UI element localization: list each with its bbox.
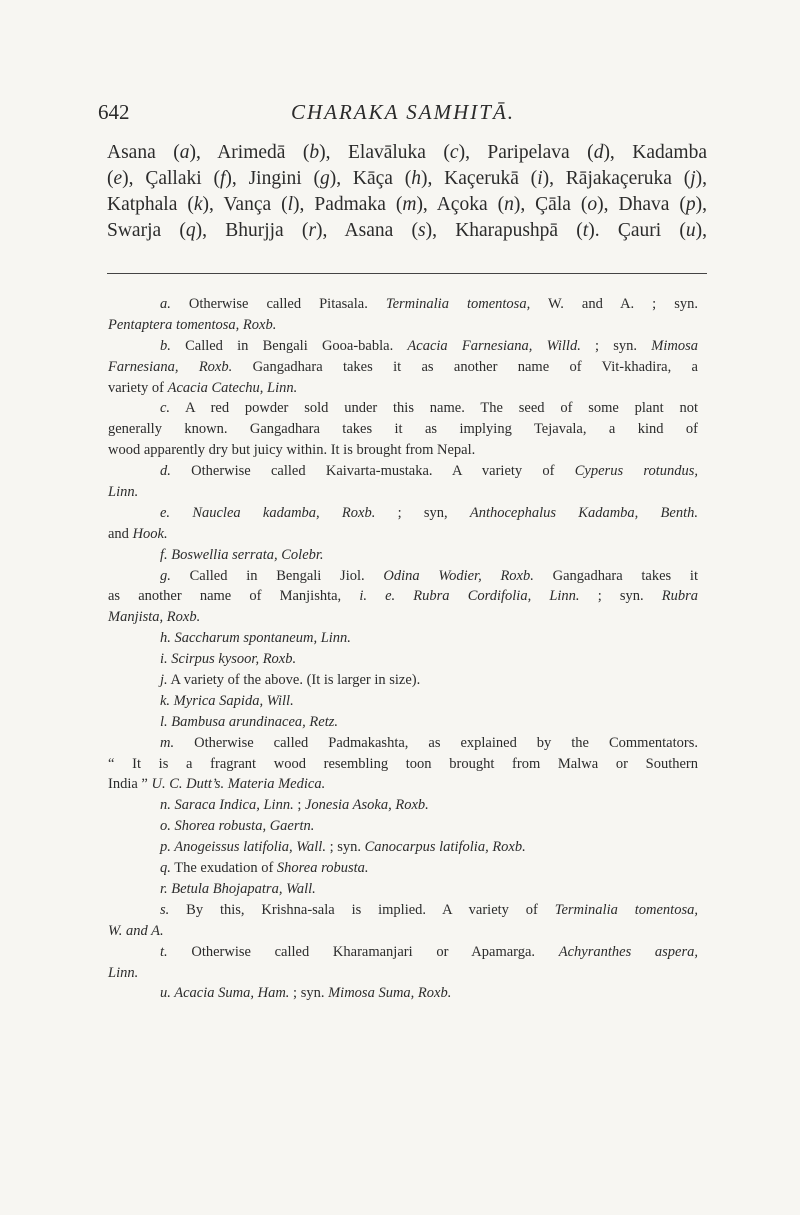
footnote-entry [108, 712, 698, 733]
italic-text: Linn. [108, 484, 139, 501]
text-segment: generally known. Gangadhara takes it as implying Tejavala, a kind of [108, 421, 698, 438]
text-segment: ), Padmaka ( [293, 194, 403, 215]
footnote-continuation-line [108, 607, 698, 628]
italic-text: q. [160, 860, 171, 877]
footnote-entry [108, 503, 698, 524]
italic-text: j [690, 168, 696, 189]
text-segment: ), Kharapushpā ( [425, 220, 583, 241]
text-segment: ( [107, 168, 114, 189]
italic-text: Nauclea kadamba, Roxb. [192, 504, 376, 521]
text-segment: Gangadhara takes it as another name of Vit-khadira, a [232, 358, 698, 375]
italic-text: r. Betula Bhojapatra, Wall. [160, 880, 316, 897]
italic-text: i. Scirpus kysoor, Roxb. [160, 651, 297, 668]
footnote-entry [108, 816, 698, 837]
italic-text: d [593, 142, 604, 163]
italic-text: h. Saccharum spontaneum, Linn. [160, 630, 351, 647]
italic-text: i. e. Rubra Cordifolia, Linn. [359, 588, 580, 605]
text-segment: ), Arimedā ( [189, 142, 310, 163]
italic-text: m. [160, 734, 175, 751]
italic-text: Manjista, Roxb. [108, 609, 201, 626]
italic-text: r [308, 220, 317, 241]
italic-text: Canocarpus latifolia, Roxb. [364, 839, 526, 856]
italic-text: d. [160, 463, 171, 480]
italic-text: t. [160, 943, 168, 960]
italic-text: o [587, 194, 598, 215]
text-segment: ), Çāla ( [513, 194, 588, 215]
italic-text: p [685, 194, 696, 215]
italic-text: a [179, 142, 190, 163]
italic-text: Rubra [661, 588, 699, 605]
text-segment: ; syn. [289, 985, 329, 1002]
page-number: 642 [98, 100, 130, 124]
footnote-separator-rule [107, 273, 707, 274]
italic-text: a. [160, 296, 171, 312]
footnote-entry [108, 942, 698, 963]
text-segment: The exudation of [170, 860, 277, 877]
footnote-continuation-line [108, 378, 698, 399]
italic-text: Shorea robusta. [276, 860, 369, 877]
italic-text: l. Bambusa arundinacea, Retz. [160, 713, 339, 730]
text-segment: ; [293, 797, 305, 814]
italic-text: Linn. [108, 964, 139, 981]
footnote-entry [108, 294, 698, 315]
main-text-block [107, 140, 707, 244]
footnote-entry [108, 983, 698, 1004]
footnotes-block [108, 294, 698, 1004]
italic-text: p. Anogeissus latifolia, Wall. [160, 839, 326, 856]
text-segment: A red powder sold under this name. The seed of some plant not [170, 400, 698, 417]
italic-text: f. Boswellia serrata, Colebr. [160, 546, 324, 563]
footnote-continuation-line [108, 315, 698, 336]
text-segment: ), Kāça ( [329, 168, 412, 189]
text-segment: ), [695, 220, 707, 241]
footnote-entry [108, 900, 698, 921]
italic-text: j. [160, 672, 168, 689]
footnote-continuation-line [108, 754, 698, 775]
italic-text: Acacia Catechu, Linn. [167, 379, 298, 396]
text-segment: Otherwise called Pitasala. [170, 296, 386, 312]
running-title: CHARAKA SAMHITĀ. [290, 100, 516, 124]
text-segment: as another name of Manjishta, [108, 588, 360, 605]
text-segment: ), [695, 168, 707, 189]
text-segment: variety of [108, 379, 168, 396]
main-text-line [107, 166, 707, 192]
footnote-continuation-line [108, 482, 698, 503]
italic-text: s [418, 220, 426, 241]
text-segment: ), Bhurjja ( [195, 220, 309, 241]
text-segment: ), Dhava ( [597, 194, 686, 215]
footnote-entry [108, 691, 698, 712]
footnote-entry [108, 461, 698, 482]
italic-text: n [504, 194, 514, 215]
italic-text: Terminalia tomentosa, [385, 296, 531, 312]
text-segment: ), Rājakaçeruka ( [542, 168, 691, 189]
footnote-continuation-line [108, 586, 698, 607]
text-segment: ), Çallaki ( [122, 168, 220, 189]
main-text-line [107, 192, 707, 218]
text-segment: ), [695, 194, 707, 215]
text-segment: ), Elavāluka ( [319, 142, 450, 163]
text-segment: ; syn. [580, 337, 652, 354]
italic-text: e. [160, 504, 171, 521]
italic-text: c [449, 142, 459, 163]
text-segment: Katphala ( [107, 194, 194, 215]
text-segment: A variety of the above. (It is larger in size). [167, 672, 421, 689]
text-segment: ), Paripelava ( [458, 142, 594, 163]
text-segment: Asana ( [107, 142, 180, 163]
text-segment: “ It is a fragrant wood resembling toon brought from Malwa or Southern [108, 755, 698, 772]
main-text-line [107, 140, 707, 166]
italic-text: W. and A. [108, 922, 164, 939]
text-segment: Otherwise called Kaivarta-mustaka. A variety of [170, 463, 575, 480]
footnote-entry [108, 628, 698, 649]
text-segment: ), Açoka ( [416, 194, 505, 215]
text-segment: ). Çauri ( [588, 220, 686, 241]
italic-text: t [582, 220, 589, 241]
footnote-entry [108, 566, 698, 587]
italic-text: Terminalia tomentosa, [554, 901, 698, 918]
footnote-continuation-line [108, 963, 698, 984]
italic-text: Odina Wodier, Roxb. [383, 567, 534, 584]
italic-text: u. Acacia Suma, Ham. [160, 985, 290, 1002]
footnote-entry [108, 336, 698, 357]
italic-text: i [537, 168, 543, 189]
footnote-continuation-line [108, 921, 698, 942]
italic-text: Jonesia Asoka, Roxb. [305, 797, 429, 814]
footnote-continuation-line [108, 440, 698, 461]
text-segment: Gangadhara takes it [533, 567, 698, 584]
italic-text: l [287, 194, 294, 215]
italic-text: k [193, 194, 203, 215]
footnote-entry [108, 858, 698, 879]
footnote-entry [108, 879, 698, 900]
text-segment: ; syn. [325, 839, 365, 856]
text-segment: ; syn. [579, 588, 662, 605]
italic-text: n. Saraca Indica, Linn. [160, 797, 294, 814]
italic-text: Achyranthes aspera, [558, 943, 698, 960]
text-segment: wood apparently dry but juicy within. It is brought from Nepal. [108, 442, 476, 459]
italic-text: Anthocephalus Kadamba, Benth. [469, 504, 698, 521]
footnote-continuation-line [108, 357, 698, 378]
footnote-entry [108, 670, 698, 691]
text-segment: Called in Bengali Gooa-babla. [170, 337, 408, 354]
text-segment: ), Jingini ( [225, 168, 320, 189]
italic-text: b [309, 142, 320, 163]
footnote-entry [108, 398, 698, 419]
italic-text: Hook. [132, 525, 168, 542]
text-segment: Swarja ( [107, 220, 186, 241]
text-segment: ; syn, [375, 504, 470, 521]
italic-text: Cyperus rotundus, [574, 463, 698, 480]
footnote-entry [108, 545, 698, 566]
text-segment: ), Asana ( [316, 220, 418, 241]
footnote-entry [108, 733, 698, 754]
footnote-entry [108, 837, 698, 858]
italic-text: Farnesiana, Roxb. [108, 358, 233, 375]
footnote-entry [108, 795, 698, 816]
main-text-line [107, 218, 707, 244]
italic-text: Acacia Farnesiana, Willd. [407, 337, 581, 354]
italic-text: g [319, 168, 330, 189]
italic-text: Mimosa Suma, Roxb. [328, 985, 452, 1002]
footnote-continuation-line [108, 774, 698, 795]
text-segment: ), Kaçerukā ( [421, 168, 538, 189]
italic-text: u [685, 220, 696, 241]
italic-text: o. Shorea robusta, Gaertn. [160, 818, 315, 835]
italic-text: g. [160, 567, 171, 584]
italic-text: U. C. Dutt’s. Materia Medica. [151, 776, 326, 793]
text-segment [170, 505, 192, 521]
text-segment: Called in Bengali Jiol. [170, 567, 384, 584]
footnote-entry [108, 649, 698, 670]
text-segment: ), Kadamba [603, 142, 707, 163]
italic-text: q [185, 220, 196, 241]
footnote-continuation-line [108, 419, 698, 440]
italic-text: m [402, 194, 417, 215]
italic-text: b. [160, 337, 171, 354]
text-segment: Otherwise called Kharamanjari or Apamarga. [167, 943, 559, 960]
italic-text: f [219, 168, 226, 189]
italic-text: c. [160, 400, 171, 417]
italic-text: k. Myrica Sapida, Will. [160, 692, 294, 709]
italic-text: Pentaptera tomentosa, Roxb. [108, 316, 277, 333]
italic-text: Mimosa [651, 337, 698, 354]
text-segment: Otherwise called Padmakashta, as explained by the Commentators. [174, 734, 698, 751]
page-header [98, 100, 708, 130]
text-segment: By this, Krishna-sala is implied. A variety of [169, 901, 555, 918]
text-segment: and [108, 525, 133, 542]
italic-text: s. [160, 901, 170, 918]
italic-text: e [113, 168, 123, 189]
text-segment: ), Vança ( [202, 194, 288, 215]
text-segment: W. and A. ; syn. [530, 296, 698, 312]
text-segment: India ” [108, 776, 152, 793]
footnote-continuation-line [108, 524, 698, 545]
italic-text: h [411, 168, 421, 189]
